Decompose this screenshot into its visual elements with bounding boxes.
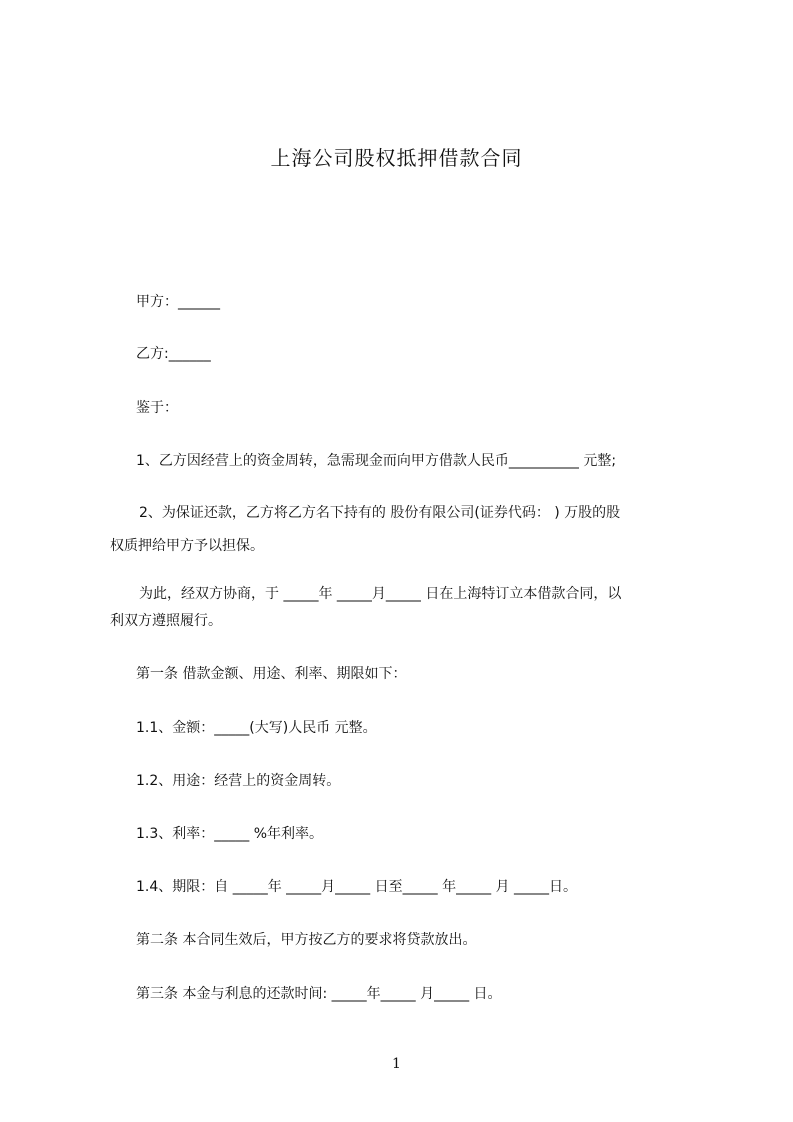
whereas-heading: 鉴于： <box>136 400 178 416</box>
agreement-line-2: 利双方遵照履行。 <box>110 613 222 629</box>
article-1-3: 1.3、利率：_____ %年利率。 <box>136 826 324 842</box>
document-title: 上海公司股权抵押借款合同 <box>270 146 523 170</box>
clause-2-line-2: 权质押给甲方予以担保。 <box>110 538 264 554</box>
party-b: 乙方:______ <box>136 346 211 362</box>
agreement-line-1: 为此，经双方协商，于 _____年 _____月_____ 日在上海特订立本借款合同，以 <box>139 586 622 602</box>
clause-1: 1、乙方因经营上的资金周转，急需现金而向甲方借款人民币__________ 元整; <box>136 453 617 469</box>
article-1-2: 1.2、用途：经营上的资金周转。 <box>136 773 341 789</box>
article-1-1: 1.1、金额：_____(大写)人民币 元整。 <box>136 720 377 736</box>
article-1: 第一条 借款金额、用途、利率、期限如下： <box>136 666 407 682</box>
article-2: 第二条 本合同生效后，甲方按乙方的要求将贷款放出。 <box>136 932 477 948</box>
article-1-4: 1.4、期限：自 _____年 _____月_____ 日至_____ 年_____ 月 _____日。 <box>136 879 577 895</box>
clause-2-line-1: 2、为保证还款，乙方将乙方名下持有的 股份有限公司(证券代码： ) 万股的股 <box>139 505 621 521</box>
party-a: 甲方：______ <box>136 294 220 310</box>
article-3: 第三条 本金与利息的还款时间: _____年_____ 月_____ 日。 <box>136 986 502 1002</box>
page-number: 1 <box>392 1056 401 1072</box>
